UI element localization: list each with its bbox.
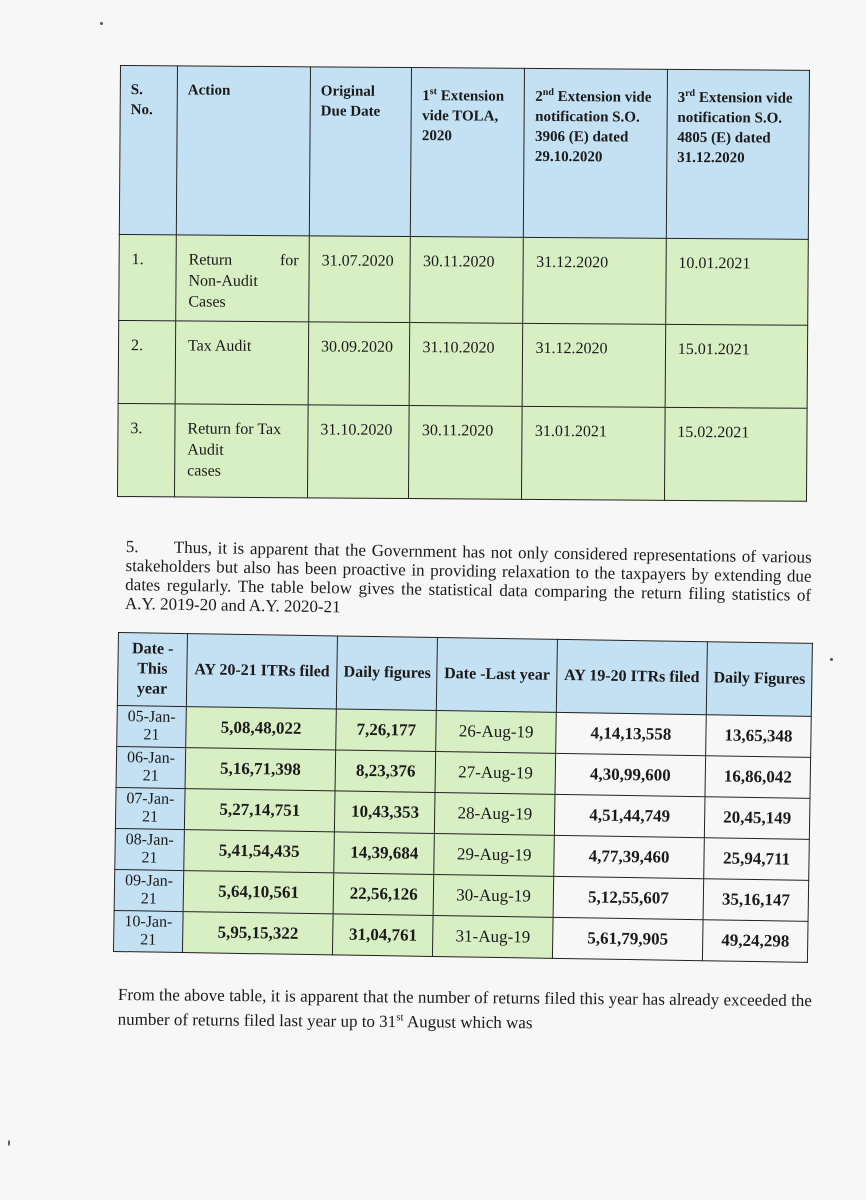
cell-daily-last-year: 13,65,348 <box>706 715 812 758</box>
cell-ay-2019-20-itrs: 4,77,39,460 <box>554 835 705 878</box>
cell-daily-last-year: 35,16,147 <box>703 879 809 922</box>
cell-third-extension: 10.01.2021 <box>666 238 809 325</box>
cell-daily-this-year: 14,39,684 <box>334 832 435 875</box>
cell-ay-2020-21-itrs: 5,41,54,435 <box>184 830 335 873</box>
return-filing-statistics-table <box>113 632 813 963</box>
header-ay-2019-20-itrs: AY 19-20 ITRs filed <box>556 639 707 714</box>
table-row <box>118 320 808 408</box>
cell-action: Return for Tax Audit cases <box>174 404 308 498</box>
cell-daily-last-year: 25,94,711 <box>704 838 810 881</box>
cell-sno: 3. <box>117 403 175 496</box>
cell-date-this-year: 09-Jan-21 <box>114 869 184 911</box>
header-first-extension: 1st Extension vide TOLA, 2020 <box>411 68 525 238</box>
cell-ay-2020-21-itrs: 5,95,15,322 <box>182 912 333 955</box>
cell-date-this-year: 08-Jan-21 <box>115 828 185 870</box>
header-sno: S. No. <box>119 66 177 235</box>
table-row <box>117 403 807 501</box>
cell-second-extension: 31.12.2020 <box>523 323 666 407</box>
cell-sno: 2. <box>118 320 176 403</box>
cell-daily-this-year: 7,26,177 <box>336 709 437 752</box>
cell-daily-this-year: 10,43,353 <box>335 791 436 834</box>
cell-daily-this-year: 8,23,376 <box>335 750 436 793</box>
cell-second-extension: 31.12.2020 <box>523 237 666 324</box>
table-header-row <box>119 66 809 240</box>
cell-ay-2019-20-itrs: 4,30,99,600 <box>555 753 706 796</box>
header-third-extension: 3rd Extension vide notification S.O. 4805 (E) dated 31.12.2020 <box>666 69 809 239</box>
header-second-extension: 2nd Extension vide notification S.O. 3906 (E) dated 29.10.2020 <box>524 68 668 238</box>
cell-daily-last-year: 49,24,298 <box>703 920 809 963</box>
closing-text-superscript: st <box>396 1011 404 1024</box>
table-header-row <box>117 633 812 717</box>
cell-ay-2020-21-itrs: 5,64,10,561 <box>183 871 334 914</box>
cell-daily-last-year: 16,86,042 <box>705 756 811 799</box>
cell-ay-2019-20-itrs: 4,51,44,749 <box>554 794 705 837</box>
cell-ay-2019-20-itrs: 4,14,13,558 <box>556 712 707 755</box>
header-date-this-year: Date - This year <box>117 633 187 707</box>
cell-date-this-year: 05-Jan-21 <box>117 705 187 747</box>
due-date-extension-table <box>117 65 810 502</box>
cell-third-extension: 15.02.2021 <box>664 407 807 501</box>
header-daily-figures-last-year: Daily Figures <box>706 642 812 717</box>
closing-text-part2: August which was <box>403 1012 533 1033</box>
cell-first-extension: 30.11.2020 <box>410 237 524 324</box>
cell-original-due-date: 31.10.2020 <box>307 405 409 499</box>
cell-ay-2020-21-itrs: 5,16,71,398 <box>185 748 336 791</box>
cell-ay-2019-20-itrs: 5,61,79,905 <box>552 917 703 960</box>
cell-action: Tax Audit <box>175 321 309 405</box>
cell-date-this-year: 06-Jan-21 <box>116 746 186 788</box>
closing-paragraph <box>118 985 812 1036</box>
cell-daily-this-year: 31,04,761 <box>333 914 434 957</box>
paragraph-number: 5. <box>125 537 139 557</box>
paragraph-5 <box>125 537 812 624</box>
cell-daily-this-year: 22,56,126 <box>333 873 434 916</box>
cell-third-extension: 15.01.2021 <box>665 324 808 408</box>
cell-date-last-year: 31-Aug-19 <box>433 915 553 958</box>
cell-original-due-date: 30.09.2020 <box>308 322 410 406</box>
paragraph-text: Thus, it is apparent that the Government has not only considered representations of various stakeholders but also has been proactive in providing relaxation to the taxpayers by extending due dates regularly. The table below gives the statistical data comparing the return filing statistics of A.Y. 2019-20 and A.Y. 2020-21 <box>124 537 812 617</box>
cell-date-last-year: 28-Aug-19 <box>435 793 555 836</box>
cell-date-this-year: 07-Jan-21 <box>115 787 185 829</box>
cell-ay-2020-21-itrs: 5,08,48,022 <box>186 707 337 750</box>
cell-date-last-year: 29-Aug-19 <box>434 834 554 877</box>
cell-date-last-year: 27-Aug-19 <box>435 752 555 795</box>
header-date-last-year: Date -Last year <box>437 638 558 713</box>
cell-date-this-year: 10-Jan-21 <box>113 910 183 952</box>
cell-first-extension: 30.11.2020 <box>409 406 523 500</box>
cell-action: Return for Non-Audit Cases <box>176 235 310 322</box>
scan-speck <box>100 22 103 25</box>
header-original-due-date: Original Due Date <box>309 67 412 237</box>
cell-first-extension: 31.10.2020 <box>410 323 524 407</box>
table-row <box>119 234 809 325</box>
cell-daily-last-year: 20,45,149 <box>704 797 810 840</box>
closing-text-part1: From the above table, it is apparent that the number of returns filed this year has already exceeded the number of returns filed last year up to 31 <box>117 985 812 1032</box>
cell-date-last-year: 26-Aug-19 <box>436 711 556 754</box>
cell-sno: 1. <box>119 234 177 320</box>
scan-speck <box>830 658 833 661</box>
cell-ay-2020-21-itrs: 5,27,14,751 <box>184 789 335 832</box>
header-ay-2020-21-itrs: AY 20-21 ITRs filed <box>186 634 337 709</box>
cell-original-due-date: 31.07.2020 <box>309 236 411 323</box>
cell-date-last-year: 30-Aug-19 <box>434 874 554 917</box>
cell-ay-2019-20-itrs: 5,12,55,607 <box>553 876 704 919</box>
header-action: Action <box>176 66 310 236</box>
scan-speck <box>8 1140 10 1146</box>
cell-second-extension: 31.01.2021 <box>522 406 665 500</box>
header-daily-figures-this-year: Daily figures <box>337 636 438 711</box>
